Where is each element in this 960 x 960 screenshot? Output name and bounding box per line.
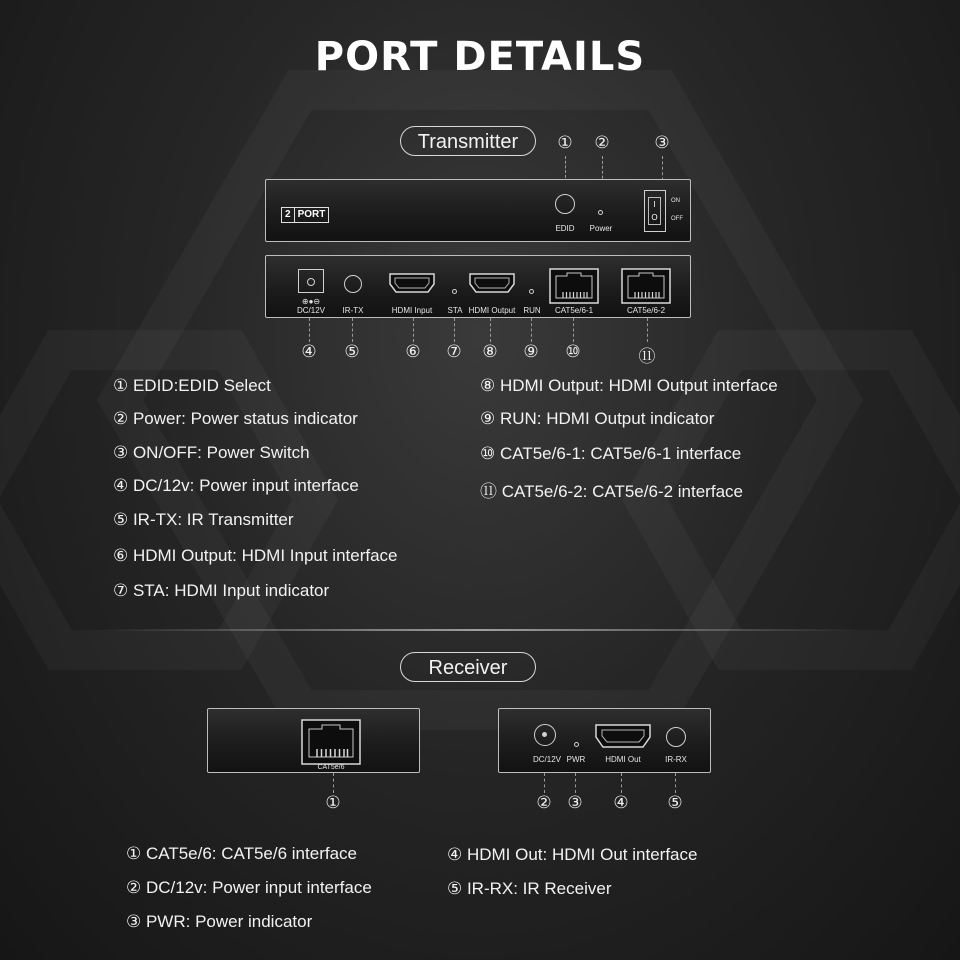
- receiver-callout-3: ③: [567, 793, 583, 812]
- receiver-callout-4: ④: [613, 793, 629, 812]
- receiver-hdmi-panel: [498, 708, 711, 773]
- transmitter-front-panel: [265, 179, 691, 242]
- callout-1: ①: [557, 133, 573, 152]
- logo-text: PORT: [297, 209, 326, 220]
- leader-line: [647, 318, 648, 342]
- section-divider: [100, 629, 860, 631]
- desc-irtx: ⑤ IR-TX: IR Transmitter: [113, 510, 294, 529]
- callout-10: ⑩: [565, 342, 581, 361]
- receiver-ir-rx-port[interactable]: [666, 727, 686, 747]
- cat1-label: CAT5e/6-1: [554, 306, 594, 315]
- callout-3: ③: [654, 133, 670, 152]
- receiver-irrx-label: IR-RX: [665, 755, 687, 764]
- receiver-desc-pwr: ③ PWR: Power indicator: [126, 912, 313, 931]
- desc-hdmi-out: ⑧ HDMI Output: HDMI Output interface: [480, 376, 778, 395]
- callout-5: ⑤: [344, 342, 360, 361]
- callout-6: ⑥: [405, 342, 421, 361]
- dc-polarity-symbol: ⊕●⊖: [301, 297, 321, 306]
- leader-line: [675, 773, 676, 793]
- callout-2: ②: [594, 133, 610, 152]
- callout-4: ④: [301, 342, 317, 361]
- power-led: [598, 210, 603, 215]
- hdmi-output-label: HDMI Output: [468, 306, 516, 315]
- switch-on-label: ON: [671, 198, 680, 204]
- leader-line: [454, 318, 455, 342]
- desc-edid: ① EDID:EDID Select: [113, 376, 271, 395]
- leader-line: [544, 773, 545, 793]
- desc-cat1: ⑩ CAT5e/6-1: CAT5e/6-1 interface: [480, 444, 742, 463]
- leader-line: [413, 318, 414, 342]
- edid-label: EDID: [555, 224, 575, 233]
- callout-8: ⑧: [482, 342, 498, 361]
- desc-sta: ⑦ STA: HDMI Input indicator: [113, 581, 330, 600]
- receiver-label: Receiver: [400, 652, 536, 682]
- switch-rocker: [648, 197, 661, 225]
- hdmi-input-port[interactable]: [389, 273, 435, 293]
- receiver-callout-5: ⑤: [667, 793, 683, 812]
- run-led: [529, 289, 534, 294]
- switch-off-label: OFF: [671, 216, 683, 222]
- receiver-pwr-led: [574, 742, 579, 747]
- receiver-dc-label: DC/12V: [532, 755, 561, 764]
- hdmi-output-port[interactable]: [469, 273, 515, 293]
- leader-line: [490, 318, 491, 342]
- power-label: Power: [589, 224, 613, 233]
- ir-tx-port[interactable]: [344, 275, 362, 293]
- receiver-hdmi-label: HDMI Out: [605, 755, 641, 764]
- cat-port-2[interactable]: [621, 268, 671, 304]
- receiver-desc-cat: ① CAT5e/6: CAT5e/6 interface: [126, 844, 357, 863]
- receiver-dc-jack[interactable]: [534, 724, 556, 746]
- leader-line: [309, 318, 310, 342]
- run-label: RUN: [523, 306, 541, 315]
- dc-jack[interactable]: [298, 269, 324, 293]
- callout-11: ⑪: [638, 347, 656, 366]
- dc-label: DC/12V: [296, 306, 325, 315]
- cat-port-1[interactable]: [549, 268, 599, 304]
- receiver-desc-hdmi: ④ HDMI Out: HDMI Out interface: [447, 845, 698, 864]
- receiver-desc-irrx: ⑤ IR-RX: IR Receiver: [447, 879, 612, 898]
- leader-line: [575, 773, 576, 793]
- receiver-cat-panel: [207, 708, 420, 773]
- receiver-pwr-label: PWR: [566, 755, 586, 764]
- leader-line: [573, 318, 574, 342]
- power-switch[interactable]: [644, 190, 666, 232]
- hdmi-input-label: HDMI Input: [391, 306, 433, 315]
- switch-mark-off: O: [651, 213, 658, 222]
- irtx-label: IR-TX: [342, 306, 364, 315]
- desc-cat2: ⑪ CAT5e/6-2: CAT5e/6-2 interface: [480, 482, 743, 501]
- leader-line: [621, 773, 622, 793]
- sta-label: STA: [447, 306, 463, 315]
- leader-line: [531, 318, 532, 342]
- switch-mark-on: I: [653, 200, 656, 209]
- receiver-callout-2: ②: [536, 793, 552, 812]
- receiver-callout-1: ①: [325, 793, 341, 812]
- transmitter-rear-panel: [265, 255, 691, 318]
- desc-onoff: ③ ON/OFF: Power Switch: [113, 443, 310, 462]
- desc-hdmi-in: ⑥ HDMI Output: HDMI Input interface: [113, 546, 398, 565]
- transmitter-label: Transmitter: [400, 126, 536, 156]
- desc-dc: ④ DC/12v: Power input interface: [113, 476, 359, 495]
- cat2-label: CAT5e/6-2: [626, 306, 666, 315]
- callout-7: ⑦: [446, 342, 462, 361]
- receiver-hdmi-out-port[interactable]: [595, 724, 651, 748]
- desc-power: ② Power: Power status indicator: [113, 409, 358, 428]
- receiver-desc-dc: ② DC/12v: Power input interface: [126, 878, 372, 897]
- sta-led: [452, 289, 457, 294]
- page-title: PORT DETAILS: [314, 34, 646, 80]
- leader-line: [352, 318, 353, 342]
- brand-logo: [281, 207, 329, 223]
- receiver-cat-port[interactable]: [301, 719, 361, 765]
- logo-number: 2: [282, 208, 295, 222]
- edid-button[interactable]: [555, 194, 575, 214]
- desc-run: ⑨ RUN: HDMI Output indicator: [480, 409, 715, 428]
- callout-9: ⑨: [523, 342, 539, 361]
- leader-line: [333, 773, 334, 793]
- receiver-cat-label: CAT5e/6: [317, 764, 345, 771]
